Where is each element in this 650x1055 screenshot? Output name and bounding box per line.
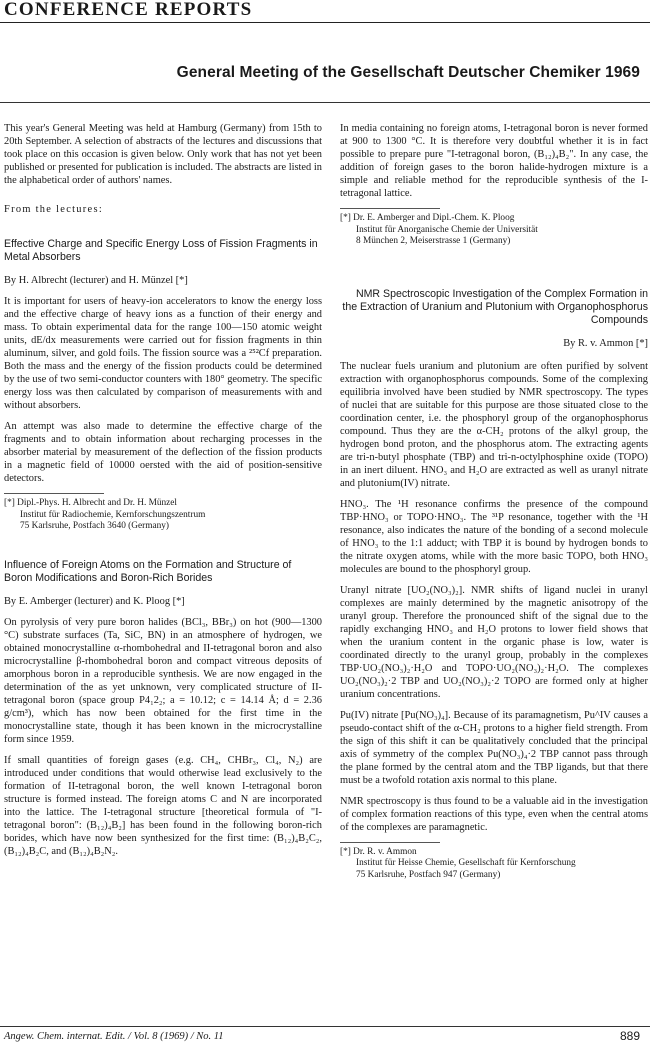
footnote-line: 75 Karlsruhe, Postfach 947 (Germany) bbox=[356, 869, 501, 880]
article-2-footnote bbox=[340, 213, 648, 248]
page-title: General Meeting of the Gesellschaft Deutscher Chemiker 1969 bbox=[176, 64, 640, 81]
title-rule bbox=[0, 102, 650, 103]
article-1-footnote bbox=[4, 498, 322, 533]
article-3-footnote bbox=[340, 847, 648, 882]
footnote-line: [*] Dipl.-Phys. H. Albrecht and Dr. H. Münzel bbox=[4, 498, 177, 508]
article-2-authors: By E. Amberger (lecturer) and K. Ploog [*] bbox=[4, 595, 185, 607]
footer-rule bbox=[0, 1026, 650, 1027]
article-3-paragraph-4: Pu(IV) nitrate [Pu(NO₃)₄]. Because of its paramagnetism, Pu^IV causes a pseudo-contact shift of the α-CH₂ protons to a higher field strength. From the sign of this shift it can be qualitatively concluded that the principal axis of symmetry of the complex Pu(NO₃)₄·2 TBP cannot pass through the plane formed by the central atom and the TBP ligands, but that there must be a twofold rotation axis normal to this plane. bbox=[340, 709, 648, 786]
article-2-title: Influence of Foreign Atoms on the Formation and Structure of Boron Modifications and Boron-Rich Borides bbox=[4, 558, 292, 584]
article-3-paragraph-5: NMR spectroscopy is thus found to be a valuable aid in the investigation of complex formation reactions of this type, even when the central atoms of the complexes are paramagnetic. bbox=[340, 795, 648, 833]
top-rule bbox=[0, 22, 650, 23]
footnote-rule bbox=[4, 493, 104, 494]
footnote-rule bbox=[340, 208, 440, 209]
article-2-paragraph-1: On pyrolysis of very pure boron halides (BCl₃, BBr₃) on hot (900—1300 °C) substrate surfaces (Ta, SiC, BN) in an atmosphere of hydrogen, we obtained monocrystalline α-rhombohedral and II-tetragonal boron and also microcrystalline β-rhombohedral boron and compact vitreous deposits of amorphous boron in a reproducible synthesis. We are now engaged in the determination of the as yet unknown, very complicated structure of II-tetragonal boron (space group P4₁2₂; a = 10.12; c = 14.14 Å; d = 2.36 g/cm³), which has now been obtained for the first time in the monocrystalline state, though it has been known in the microcrystalline form since 1959. bbox=[4, 616, 322, 745]
footnote-line: 8 München 2, Meiserstrasse 1 (Germany) bbox=[356, 236, 511, 246]
footnote-line: 75 Karlsruhe, Postfach 3640 (Germany) bbox=[20, 521, 169, 531]
footnote-line: Institut für Radiochemie, Kernforschungszentrum bbox=[20, 509, 206, 520]
footnote-line: [*] Dr. E. Amberger and Dipl.-Chem. K. Ploog bbox=[340, 213, 515, 223]
intro-paragraph: This year's General Meeting was held at Hamburg (Germany) from 15th to 20th September. A selection of abstracts of the lectures and discussions that took place on this occasion is given below. Only work that has not yet been published or presented for publication is included. The abstracts are listed in the alphabetical order of authors' names. bbox=[4, 123, 322, 186]
footnote-rule bbox=[340, 842, 440, 843]
left-column bbox=[4, 122, 322, 866]
from-lectures-label: From the lectures: bbox=[4, 204, 104, 215]
journal-citation: Angew. Chem. internat. Edit. / Vol. 8 (1969) / No. 11 bbox=[4, 1031, 224, 1042]
article-2-paragraph-3: In media containing no foreign atoms, I-tetragonal boron is never formed at 900 to 1300 °C. It is therefore very doubtful whether it is in fact possible to prepare pure "I-tetragonal boron, (B₁₂)₄B₂". In any case, the addition of foreign gases to the boron halide-hydrogen mixture is a simple and reliable method for the reproducible synthesis of the I-tetragonal lattice. bbox=[340, 123, 648, 199]
footnote-line: Institut für Anorganische Chemie der Universität bbox=[356, 224, 538, 235]
article-1-paragraph-2: An attempt was also made to determine the effective charge of the fragments and to obtain information about recharging processes in the absorber material by measurement of the deflection of the fission products in a magnetic field of 10000 oersted with the aid of position-sensitive detectors. bbox=[4, 421, 322, 484]
section-label: CONFERENCE REPORTS bbox=[4, 0, 253, 20]
article-2-paragraph-2: If small quantities of foreign gases (e.g. CH₄, CHBr₃, Cl₄, N₂) are introduced under conditions that would otherwise lead exclusively to the formation of II-tetragonal boron, the well known I-tetragonal boron structure is formed instead. The foreign atoms C and N are incorporated into the lattice. The I-tetragonal structure [theoretical formula of "I-tetragonal boron": (B₁₂)₄B₂] has been found in the following boron-rich borides, which have now been synthesized for the first time: (B₁₂)₄B₂C₂, (B₁₂)₄B₂C, and (B₁₂)₄B₂N₂. bbox=[4, 754, 322, 857]
article-1-paragraph-1: It is important for users of heavy-ion accelerators to know the energy loss and the effective charge of heavy ions as a function of their energy and mass. To obtain experimental data for the range 100—150 atomic weight units, dE/dx measurements were carried out for fission fragments in thin aluminum, silver, and gold foils. The fission source was a ²⁵²Cf preparation. Both the mass and the energy of the fission products could be determined by the use of two semi-conductor counters with 180° geometry. The specific energy loss was then calculated by comparison of measurements with and without absorbers. bbox=[4, 296, 322, 411]
right-column bbox=[340, 122, 648, 907]
footnote-line: [*] Dr. R. v. Ammon bbox=[340, 846, 417, 857]
page-number: 889 bbox=[619, 1029, 640, 1043]
article-3-paragraph-1: The nuclear fuels uranium and plutonium are often purified by solvent extraction with organophosphorus compounds. Some of the complexing equilibria involved have been studied by NMR spectroscopy. The types of nuclei that are suitable for this purpose are those situated close to the coordination center, i.e. the phosphoryl group of the organophosphorus compound. Thus they are the α-CH₂ protons of the alkyl group, the hydrogen bond proton, and the phosphorus atom. The extracting agents are tri-n-butyl phosphate (TBP) and tri-n-octylphosphine oxide (TOPO) in an inert diluent. HNO₃ and H₂O are extracted as well as uranyl nitrate and plutonium(IV) nitrate. bbox=[340, 360, 648, 489]
article-1-title: Effective Charge and Specific Energy Loss of Fission Fragments in Metal Absorbers bbox=[4, 238, 318, 263]
article-1-authors: By H. Albrecht (lecturer) and H. Münzel [*] bbox=[4, 275, 188, 286]
footnote-line: Institut für Heisse Chemie, Gesellschaft für Kernforschung bbox=[356, 858, 576, 868]
article-3-authors: By R. v. Ammon [*] bbox=[563, 337, 648, 349]
article-3-title: NMR Spectroscopic Investigation of the Complex Formation in the Extraction of Uranium and Plutonium with Organophosphorus Compounds bbox=[342, 287, 648, 326]
article-3-paragraph-3: Uranyl nitrate [UO₂(NO₃)₂]. NMR shifts of ligand nuclei in uranyl complexes are mainly determined by the magnetic anisotropy of the uranyl group. Therefore the pronounced shift of the signal due to the rapidly exchanging HNO₃ and H₂O protons to lower field shows that when the uranium content in the organic phase is low, water is coordinated directly to the uranyl group, probably in the complexes TBP·UO₂(NO₃)₂·H₂O and TOPO·UO₂(NO₃)₂·H₂O. The complexes UO₂(NO₃)₂·2 TBP and UO₂(NO₃)₂·2 TOPO are formed only at higher uranium concentrations. bbox=[340, 584, 648, 700]
article-3-paragraph-2: HNO₃. The ¹H resonance confirms the presence of the compound TBP·HNO₃ or TOPO·HNO₃. The ³¹P resonance, together with the ¹H resonance, also indicates the nature of the bonding of a second molecule of HNO₃ to the 1:1 adduct; with TBP it is bound by hydrogen bonds to the nitrate oxygen atoms, while with the more basic TOPO, both HNO₃ molecules are bound to the phosphoryl group. bbox=[340, 498, 648, 575]
